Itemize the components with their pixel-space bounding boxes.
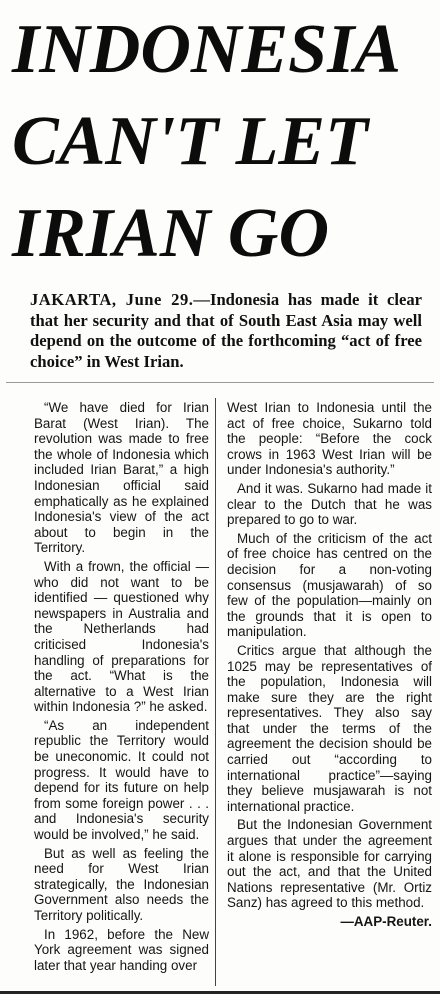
paragraph: Critics argue that although the 1025 may be representatives of the population, Indonesia will make sure they are the right representatives. They also say that under the terms of the agreement the decision should be carried out “according to international practice”—saying they believe musjawarah is not international practice. xyxy=(227,642,432,814)
paragraph: Much of the criticism of the act of free choice has centred on the decision for a non-voting consensus (musjawarah) of so few of the population—mainly on the grounds that it is open to manipulation. xyxy=(227,530,432,640)
dateline: JAKARTA, June 29. xyxy=(30,290,194,309)
paragraph: West Irian to Indonesia until the act of free choice, Sukarno told the people: “Before the cock crows in 1963 West Irian will be under Indonesia's authority.” xyxy=(227,400,432,478)
paragraph: But as well as feeling the need for West Irian strategically, the Indonesian Government also needs the Territory politically. xyxy=(34,845,209,923)
article-columns xyxy=(0,398,440,986)
bottom-rule xyxy=(0,991,440,994)
headline-line-2: CAN'T LET xyxy=(12,103,368,180)
headline-line-3: IRIAN GO xyxy=(12,195,330,272)
headline xyxy=(0,0,440,280)
right-column xyxy=(216,398,440,986)
paragraph: With a frown, the official — who did not want to be identified — questioned why newspapers in Australia and the Netherlands had criticised Indonesia's handling of preparations for the act. “What is the alternative to a West Irian within Indonesia ?” he asked. xyxy=(34,558,209,715)
paragraph: In 1962, before the New York agreement was signed later that year handing over xyxy=(34,926,209,973)
lead-rule xyxy=(6,382,434,383)
left-column xyxy=(0,398,215,986)
byline: —AAP-Reuter. xyxy=(340,914,432,929)
lead-text: —Indonesia has made it clear that her security and that of South East Asia may well depend on the outcome of the forthcoming “act of free choice” in West Irian. xyxy=(30,290,422,371)
headline-line-1: INDONESIA xyxy=(12,11,401,88)
paragraph: “We have died for Irian Barat (West Irian). The revolution was made to free the whole of Indonesia which included Irian Barat,” a high Indonesian official said emphatically as he explained Indonesia's view of the act about to begin in the Territory. xyxy=(34,400,209,556)
lead-paragraph xyxy=(30,290,422,372)
paragraph: And it was. Sukarno had made it clear to the Dutch that he was prepared to go to war. xyxy=(227,480,432,528)
paragraph: “As an independent republic the Territory would be uneconomic. It could not progress. It would have to depend for its future on help from some foreign power . . . and Indonesia's security would be involved,” he said. xyxy=(34,717,209,843)
paragraph: But the Indonesian Government argues that under the agreement it alone is responsible for carrying out the act, and that the United Nations representative (Mr. Ortiz Sanz) has agreed to this method. xyxy=(227,817,432,911)
